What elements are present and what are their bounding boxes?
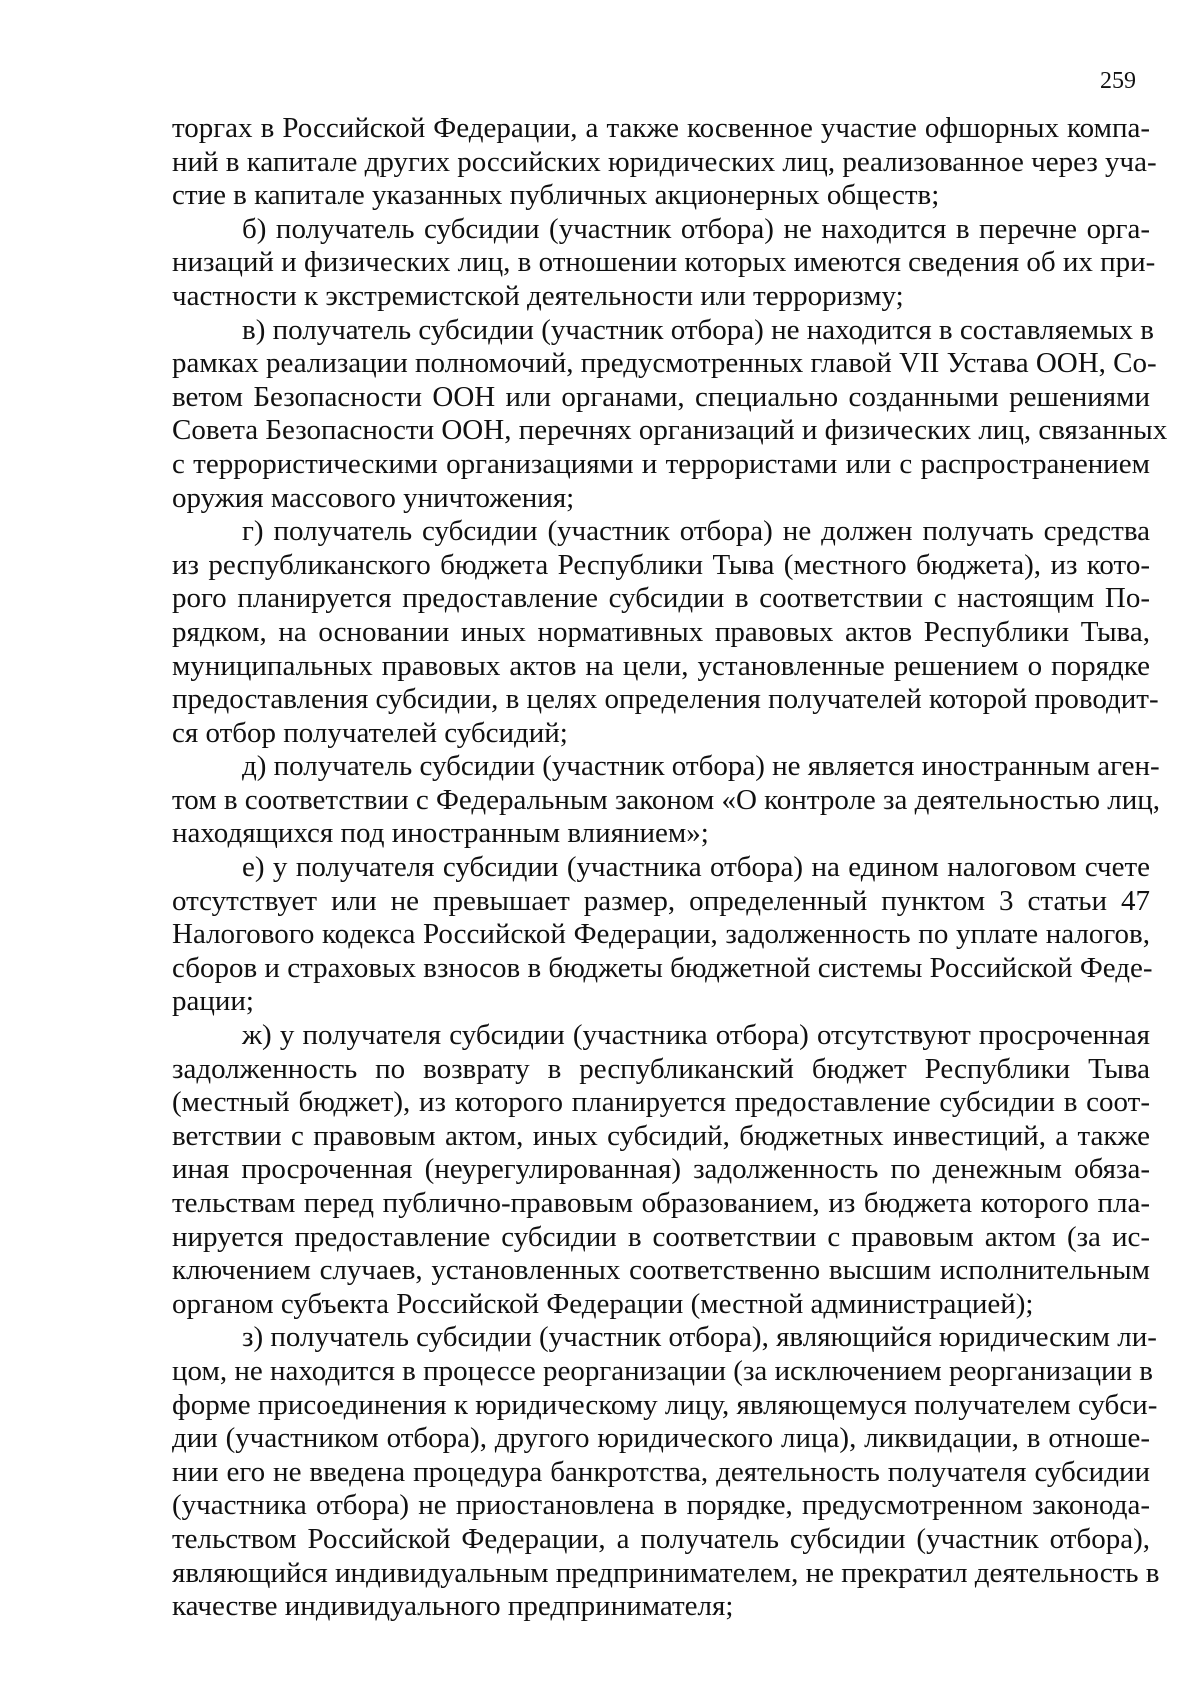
text-line: в) получатель субсидии (участник отбора) не находится в составляемых в — [242, 313, 1154, 346]
text-line: ж) у получателя субсидии (участника отбора) отсутствуют просроченная — [242, 1019, 1150, 1052]
text-line: рого планируется предоставление субсидии в соответствии с настоящим По- — [172, 582, 1150, 615]
text-line: (участника отбора) не приостановлена в порядке, предусмотренном законода- — [172, 1489, 1150, 1522]
text-line: нируется предоставление субсидии в соответствии с правовым актом (за ис- — [172, 1220, 1150, 1253]
text-line: ключением случаев, установленных соответственно высшим исполнительным — [172, 1254, 1150, 1287]
text-line: органом субъекта Российской Федерации (местной администрацией); — [172, 1287, 1034, 1320]
text-line: тельствам перед публично-правовым образованием, из бюджета которого пла- — [172, 1187, 1150, 1219]
text-line: г) получатель субсидии (участник отбора) не должен получать средства — [242, 515, 1150, 548]
document-body — [172, 112, 1168, 1624]
text-line: предоставления субсидии, в целях определения получателей которой проводит- — [172, 683, 1159, 716]
text-line: торгах в Российской Федерации, а также косвенное участие офшорных компа- — [172, 112, 1150, 144]
text-line: стие в капитале указанных публичных акционерных обществ; — [172, 179, 940, 212]
text-line: з) получатель субсидии (участник отбора), являющийся юридическим ли- — [242, 1321, 1157, 1354]
text-line: рядком, на основании иных нормативных правовых актов Республики Тыва, — [172, 615, 1150, 648]
text-line: сборов и страховых взносов в бюджеты бюджетной системы Российской Феде- — [172, 951, 1153, 984]
text-line: ветствии с правовым актом, иных субсидий, бюджетных инвестиций, а также — [172, 1119, 1150, 1152]
text-line: рамках реализации полномочий, предусмотренных главой VII Устава ООН, Со- — [172, 347, 1157, 380]
text-line: с террористическими организациями и террористами или с распространением — [172, 447, 1150, 480]
text-line: ний в капитале других российских юридических лиц, реализованное через уча- — [172, 145, 1157, 178]
text-line: муниципальных правовых актов на цели, установленные решением о порядке — [172, 649, 1150, 682]
text-line: рации; — [172, 985, 254, 1018]
text-line: являющийся индивидуальным предпринимателем, не прекратил деятельность в — [172, 1556, 1160, 1589]
text-line: дии (участником отбора), другого юридического лица), ликвидации, в отноше- — [172, 1422, 1150, 1455]
text-line: ветом Безопасности ООН или органами, специально созданными решениями — [172, 380, 1150, 413]
text-line: том в соответствии с Федеральным законом «О контроле за деятельностью лиц, — [172, 783, 1161, 816]
text-line: отсутствует или не превышает размер, определенный пунктом 3 статьи 47 — [172, 884, 1150, 917]
page-number: 259 — [1100, 68, 1136, 94]
text-line: цом, не находится в процессе реорганизации (за исключением реорганизации в — [172, 1354, 1154, 1387]
text-line: нии его не введена процедура банкротства, деятельность получателя субсидии — [172, 1455, 1150, 1488]
text-line: низаций и физических лиц, в отношении которых имеются сведения об их при- — [172, 246, 1156, 279]
text-line: Совета Безопасности ООН, перечнях организаций и физических лиц, связанных — [172, 414, 1168, 447]
text-line: форме присоединения к юридическому лицу, являющемуся получателем субси- — [172, 1388, 1158, 1421]
text-line: б) получатель субсидии (участник отбора) не находится в перечне орга- — [242, 212, 1150, 245]
text-line: иная просроченная (неурегулированная) задолженность по денежным обяза- — [172, 1153, 1150, 1186]
text-line: задолженность по возврату в республиканский бюджет Республики Тыва — [172, 1052, 1150, 1085]
text-line: находящихся под иностранным влиянием»; — [172, 817, 709, 850]
text-line: д) получатель субсидии (участник отбора) не является иностранным аген- — [242, 750, 1160, 783]
text-line: качестве индивидуального предпринимателя; — [172, 1590, 734, 1623]
text-line: из республиканского бюджета Республики Тыва (местного бюджета), из кото- — [172, 548, 1150, 581]
text-line: ся отбор получателей субсидий; — [172, 716, 568, 749]
text-line: оружия массового уничтожения; — [172, 481, 575, 514]
text-line: тельством Российской Федерации, а получатель субсидии (участник отбора), — [172, 1522, 1150, 1555]
text-line: е) у получателя субсидии (участника отбора) на едином налоговом счете — [242, 851, 1150, 884]
text-line: Налогового кодекса Российской Федерации, задолженность по уплате налогов, — [172, 918, 1150, 951]
text-line: частности к экстремистской деятельности или терроризму; — [172, 279, 904, 312]
text-line: (местный бюджет), из которого планируется предоставление субсидии в соот- — [172, 1086, 1150, 1119]
